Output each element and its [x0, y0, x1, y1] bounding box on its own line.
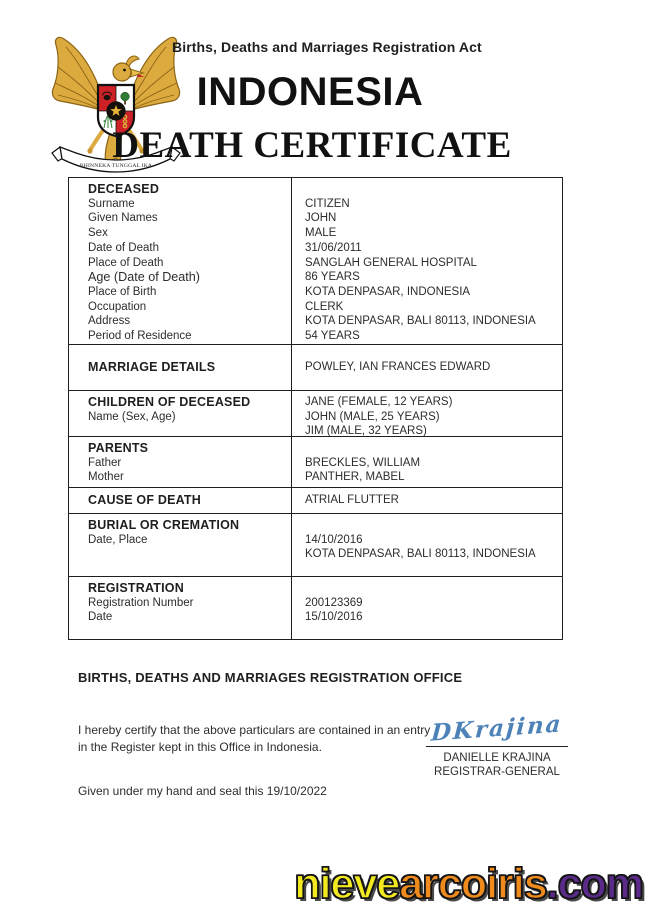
field-value: 54 YEARS [305, 330, 360, 343]
section-title: CAUSE OF DEATH [88, 493, 201, 508]
section-marriage-details [69, 344, 562, 390]
field-value: 86 YEARS [305, 271, 360, 284]
signatory-title: REGISTRAR-GENERAL [434, 766, 560, 778]
field-label: Date of Death [88, 241, 159, 254]
field-label: Surname [88, 197, 135, 210]
field-value: JOHN [305, 212, 337, 225]
registration-office-title: BIRTHS, DEATHS AND MARRIAGES REGISTRATION OFFICE [78, 670, 463, 685]
section-title: MARRIAGE DETAILS [88, 360, 216, 375]
emblem-motto-text: BHINNEKA TUNGGAL IKA [79, 163, 153, 169]
certification-line-2: in the Register kept in this Office in Indonesia. [78, 739, 322, 754]
field-label: Date [88, 611, 113, 624]
certification-statement [78, 722, 430, 755]
section-registration [69, 576, 562, 639]
field-value: KOTA DENPASAR, BALI 80113, INDONESIA [305, 315, 536, 328]
section-title: BURIAL OR CREMATION [88, 518, 240, 532]
act-title: Births, Deaths and Marriages Registration Act [172, 39, 482, 55]
field-value: KOTA DENPASAR, BALI 80113, INDONESIA [305, 548, 536, 561]
field-value: 14/10/2016 [305, 533, 363, 546]
field-label: Occupation [88, 300, 147, 313]
field-label: Address [88, 315, 131, 328]
field-value: JOHN (MALE, 25 YEARS) [305, 410, 440, 423]
section-title: CHILDREN OF DECEASED [88, 395, 251, 409]
watermark-part-1: nieve [294, 860, 400, 908]
registrar-signature: DKrajina [430, 710, 564, 747]
section-burial-or-cremation [69, 513, 562, 576]
section-title: REGISTRATION [88, 581, 184, 595]
field-value: ATRIAL FLUTTER [305, 494, 399, 507]
field-label: Place of Birth [88, 285, 157, 298]
field-value: SANGLAH GENERAL HOSPITAL [305, 256, 477, 269]
field-label: Father [88, 456, 122, 469]
field-value: MALE [305, 227, 337, 240]
document-title: DEATH CERTIFICATE [112, 125, 512, 166]
field-label: Date, Place [88, 533, 148, 546]
watermark [294, 860, 643, 908]
field-label: Mother [88, 471, 124, 484]
field-value: JIM (MALE, 32 YEARS) [305, 425, 427, 436]
seal-statement: Given under my hand and seal this 19/10/2022 [78, 784, 327, 798]
certificate-table [68, 177, 563, 640]
country-title: INDONESIA [196, 70, 424, 114]
field-label: Name (Sex, Age) [88, 410, 176, 423]
field-value: 200123369 [305, 596, 363, 609]
watermark-part-2: arcoiris [399, 860, 547, 908]
section-cause-of-death [69, 487, 562, 513]
field-value: JANE (FEMALE, 12 YEARS) [305, 396, 453, 408]
field-label: Given Names [88, 212, 158, 225]
field-value: CITIZEN [305, 197, 350, 210]
section-deceased [69, 178, 562, 344]
section-title: DECEASED [88, 182, 160, 196]
signatory-name: DANIELLE KRAJINA [443, 752, 551, 764]
field-value: POWLEY, IAN FRANCES EDWARD [305, 361, 491, 374]
section-children [69, 390, 562, 436]
field-value: PANTHER, MABEL [305, 471, 405, 484]
field-label: Place of Death [88, 256, 164, 269]
certification-line-1: I hereby certify that the above particulars are contained in an entry [78, 723, 431, 737]
field-value: 15/10/2016 [305, 611, 363, 624]
field-value: CLERK [305, 300, 344, 313]
field-value: KOTA DENPASAR, INDONESIA [305, 285, 471, 298]
watermark-part-3: .com [546, 860, 643, 908]
field-value: BRECKLES, WILLIAM [305, 456, 421, 469]
field-label: Age (Date of Death) [88, 270, 201, 285]
field-label: Sex [88, 227, 108, 240]
field-label: Registration Number [88, 596, 194, 609]
field-value: 31/06/2011 [305, 241, 362, 254]
section-parents [69, 436, 562, 487]
field-label: Period of Residence [88, 330, 192, 343]
signature-block [424, 712, 570, 779]
section-title: PARENTS [88, 441, 149, 455]
